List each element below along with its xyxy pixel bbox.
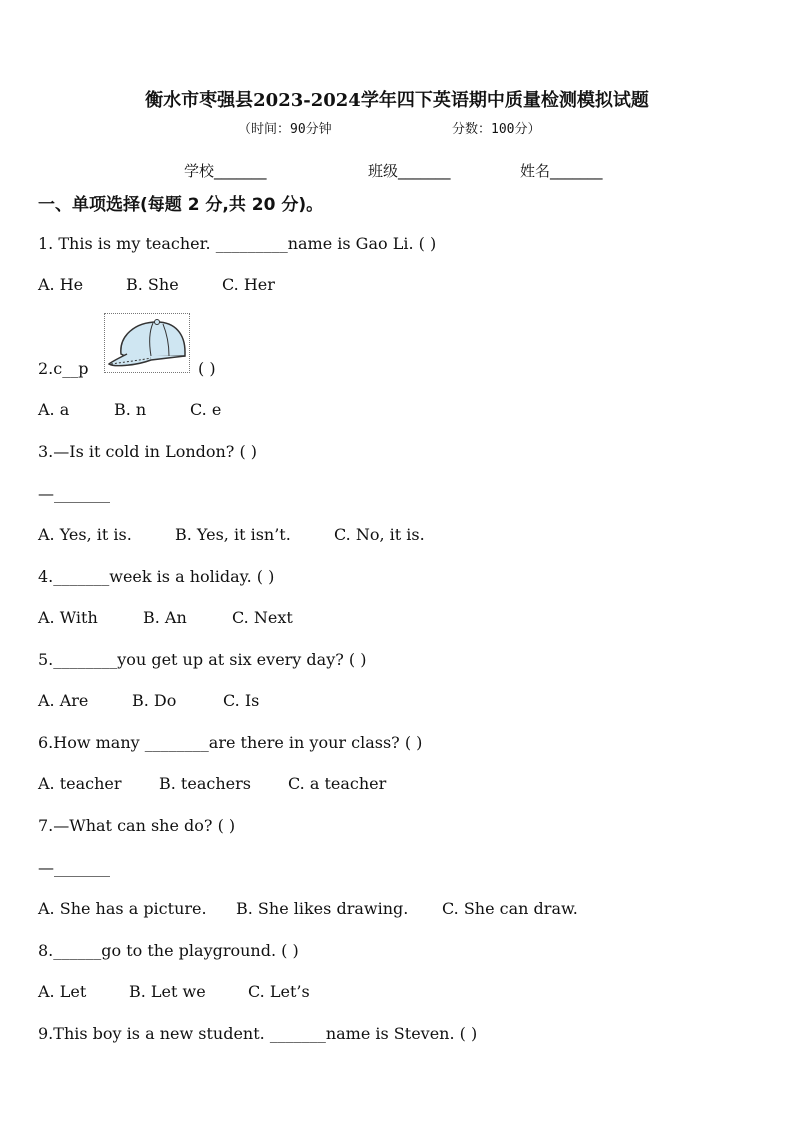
option-c[interactable]: C. She can draw. <box>442 899 578 918</box>
option-c[interactable]: C. Her <box>222 275 275 294</box>
question-7-answer-line[interactable]: —_______ <box>38 858 110 877</box>
section-title: 一、单项选择(每题 2 分,共 20 分)。 <box>38 195 324 215</box>
option-c[interactable]: C. Is <box>223 691 260 710</box>
option-a[interactable]: A. Let <box>38 982 87 1001</box>
baseball-cap-icon <box>104 313 190 373</box>
option-c[interactable]: C. e <box>190 400 222 419</box>
question-5-options <box>38 691 259 711</box>
option-c[interactable]: C. a teacher <box>288 774 387 793</box>
option-a[interactable]: A. Are <box>38 691 89 710</box>
option-b[interactable]: B. Let we <box>129 982 206 1001</box>
option-b[interactable]: B. Yes, it isn’t. <box>175 525 291 544</box>
question-2-blank: ( ) <box>198 359 216 378</box>
option-a[interactable]: A. teacher <box>38 774 122 793</box>
question-4-options <box>38 608 293 628</box>
question-3: 3.—Is it cold in London? ( ) <box>38 442 258 461</box>
question-9: 9.This boy is a new student. _______name is Steven. ( ) <box>38 1024 478 1043</box>
name-field[interactable]: 姓名_______ <box>520 162 603 180</box>
question-8-options <box>38 982 310 1002</box>
exam-title: 衡水市枣强县2023-2024学年四下英语期中质量检测模拟试题 <box>145 90 649 111</box>
question-6-options <box>38 774 386 794</box>
question-2 <box>38 359 88 379</box>
option-b[interactable]: B. teachers <box>159 774 251 793</box>
question-3-answer-line[interactable]: —_______ <box>38 484 110 503</box>
question-7-options <box>38 899 578 919</box>
option-b[interactable]: B. She likes drawing. <box>236 899 409 918</box>
option-c[interactable]: C. Next <box>232 608 293 627</box>
exam-score: 分数：100分） <box>452 122 541 137</box>
school-field[interactable]: 学校_______ <box>184 162 267 180</box>
question-5: 5.________you get up at six every day? ( ) <box>38 650 367 669</box>
exam-time: （时间：90分钟 <box>238 122 332 137</box>
option-a[interactable]: A. He <box>38 275 84 294</box>
option-b[interactable]: B. An <box>143 608 187 627</box>
option-a[interactable]: A. Yes, it is. <box>38 525 132 544</box>
class-field[interactable]: 班级_______ <box>368 162 451 180</box>
question-2-options <box>38 400 221 420</box>
question-2-stem: 2.c__p <box>38 359 89 378</box>
question-6: 6.How many ________are there in your class? ( ) <box>38 733 423 752</box>
question-3-options <box>38 525 425 545</box>
question-7: 7.—What can she do? ( ) <box>38 816 236 835</box>
option-b[interactable]: B. n <box>114 400 147 419</box>
option-b[interactable]: B. Do <box>132 691 177 710</box>
option-c[interactable]: C. No, it is. <box>334 525 425 544</box>
question-1: 1. This is my teacher. _________name is Gao Li. ( ) <box>38 234 437 253</box>
option-a[interactable]: A. She has a picture. <box>38 899 207 918</box>
option-a[interactable]: A. a <box>38 400 70 419</box>
option-c[interactable]: C. Let’s <box>248 982 310 1001</box>
option-b[interactable]: B. She <box>126 275 179 294</box>
option-a[interactable]: A. With <box>38 608 98 627</box>
question-8: 8.______go to the playground. ( ) <box>38 941 299 960</box>
question-1-options <box>38 275 275 295</box>
question-4: 4._______week is a holiday. ( ) <box>38 567 275 586</box>
